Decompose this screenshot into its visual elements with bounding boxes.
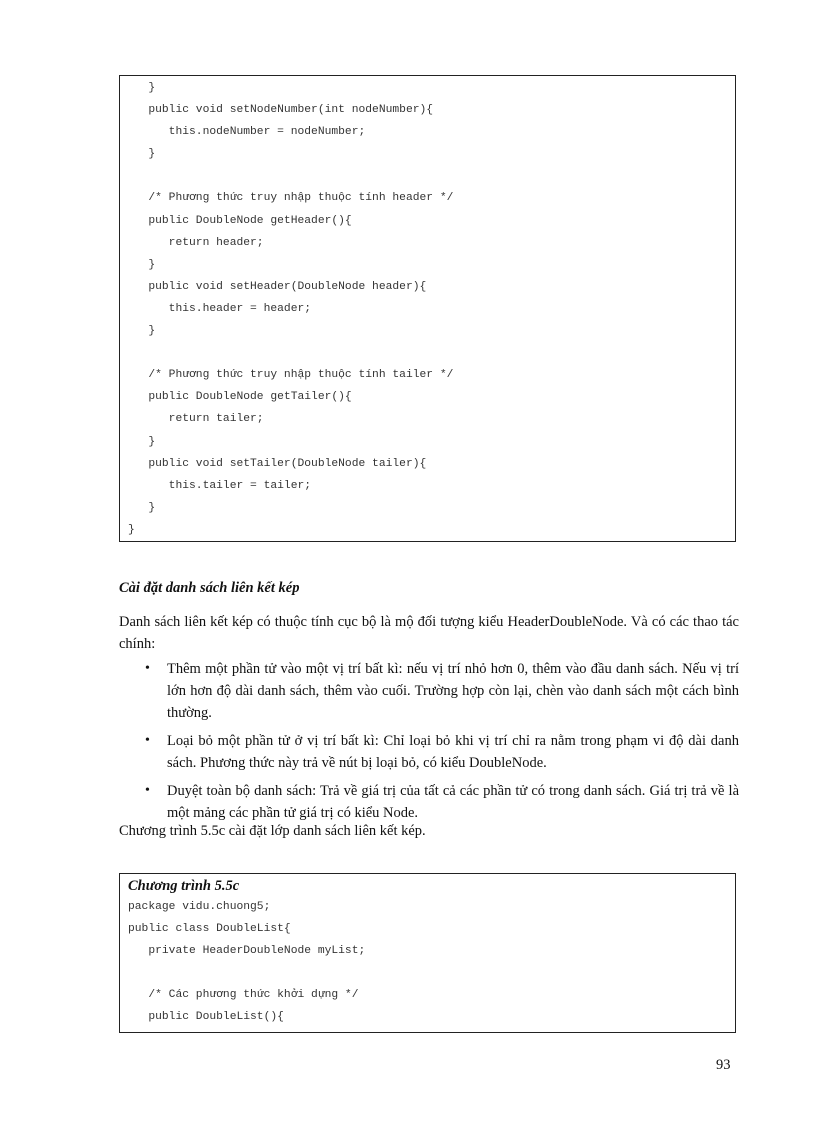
code-line: this.nodeNumber = nodeNumber;	[128, 126, 366, 139]
list-item	[119, 658, 739, 724]
code-line: public void setTailer(DoubleNode tailer){	[128, 457, 427, 470]
list-item-text: Loại bỏ một phần tử ở vị trí bất kì: Chỉ loại bỏ khi vị trí chỉ ra nằm trong phạm vi độ dài danh sách. Phương thức này trả về nút bị loại bỏ, có kiểu DoubleNode.	[167, 733, 739, 771]
code-listing-5-5c	[119, 873, 736, 1033]
code-line: /* Phương thức truy nhập thuộc tính tailer */	[128, 369, 454, 382]
code-line: }	[128, 82, 156, 94]
section-heading: Cài đặt danh sách liên kết kép	[119, 580, 300, 596]
code-line: /* Các phương thức khởi dựng */	[128, 989, 359, 1001]
list-item	[119, 780, 739, 824]
code-line: }	[128, 258, 156, 271]
code-line	[120, 342, 735, 364]
code-line: }	[128, 435, 156, 448]
bullet-icon: •	[145, 783, 150, 798]
code-line: return tailer;	[128, 413, 264, 426]
code-line: this.tailer = tailer;	[128, 479, 312, 492]
code-line: public void setHeader(DoubleNode header){	[128, 280, 427, 293]
code-line: this.header = header;	[128, 302, 312, 315]
bullet-icon: •	[145, 733, 150, 748]
page-number: 93	[716, 1057, 731, 1073]
code-line: }	[128, 148, 156, 161]
operations-list	[119, 658, 739, 830]
code-line: }	[128, 501, 156, 514]
code-line: public void setNodeNumber(int nodeNumber){	[128, 104, 434, 117]
code-line: package vidu.chuong5;	[128, 901, 271, 913]
list-item	[119, 730, 739, 774]
bullet-icon: •	[145, 661, 150, 676]
code-line: }	[128, 325, 156, 338]
outro-paragraph: Chương trình 5.5c cài đặt lớp danh sách liên kết kép.	[119, 823, 426, 839]
code-line: }	[128, 523, 135, 536]
code-line: public DoubleNode getTailer(){	[128, 391, 352, 404]
list-item-text: Duyệt toàn bộ danh sách: Trả về giá trị của tất cả các phần tử có trong danh sách. Giá trị trả về là một mảng các phần tử giá trị có kiểu Node.	[167, 783, 739, 821]
code-line: private HeaderDoubleNode myList;	[128, 945, 366, 957]
code-line: public DoubleList(){	[128, 1011, 284, 1023]
code-line: public class DoubleList{	[128, 923, 291, 935]
code-line	[120, 165, 735, 187]
listing-title: Chương trình 5.5c	[128, 878, 240, 894]
intro-paragraph: Danh sách liên kết kép có thuộc tính cục bộ là mộ đối tượng kiểu HeaderDoubleNode. Và có các thao tác chính:	[119, 614, 739, 652]
code-line: /* Phương thức truy nhập thuộc tính header */	[128, 192, 454, 205]
code-line: public DoubleNode getHeader(){	[128, 214, 352, 227]
code-line	[120, 962, 735, 984]
list-item-text: Thêm một phần tử vào một vị trí bất kì: nếu vị trí nhỏ hơn 0, thêm vào đầu danh sách. Nếu vị trí lớn hơn độ dài danh sách, thêm vào cuối. Trường hợp còn lại, chèn vào danh sách một cách bình thường.	[167, 661, 739, 721]
code-line: return header;	[128, 236, 264, 249]
code-listing-continued	[119, 75, 736, 542]
